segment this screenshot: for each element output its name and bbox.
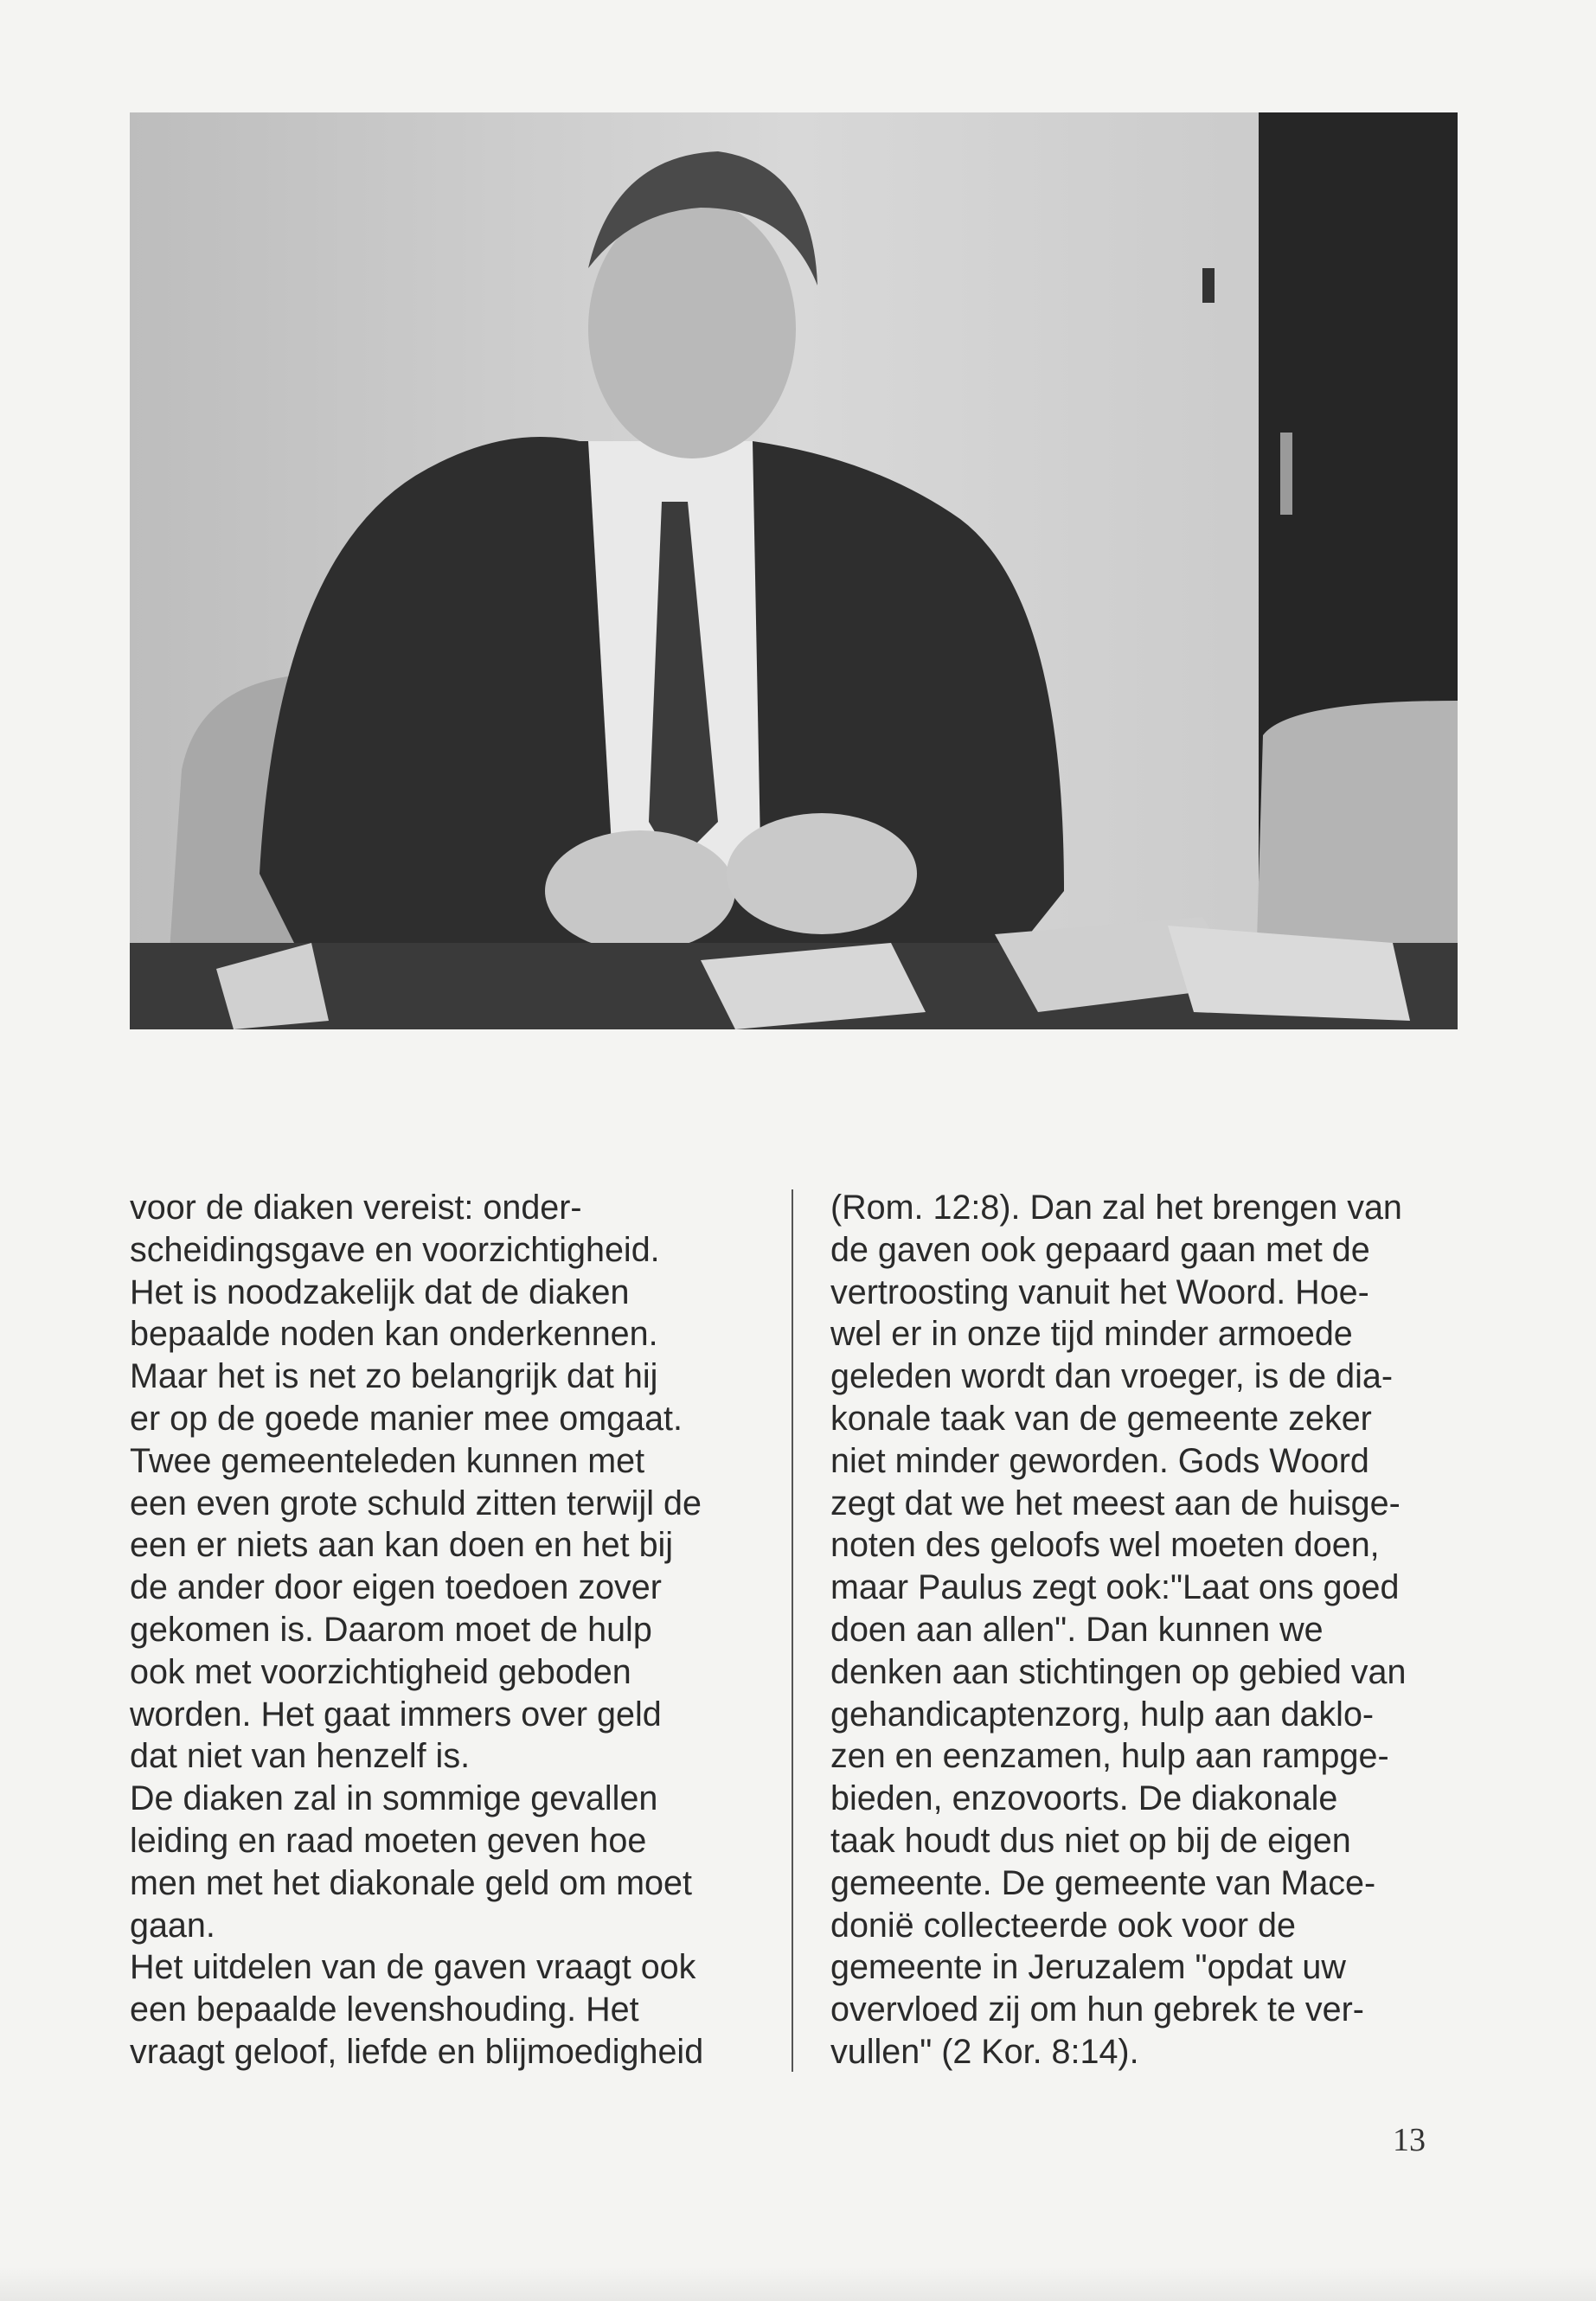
text-line: worden. Het gaat immers over geld (130, 1695, 662, 1734)
text-line: dat niet van henzelf is. (130, 1737, 471, 1776)
article-left-column (130, 1187, 753, 2073)
text-line: Het uitdelen van de gaven vraagt ook (130, 1948, 696, 1987)
text-line: een er niets aan kan doen en het bij (130, 1526, 674, 1565)
text-line: er op de goede manier mee omgaat. (130, 1399, 683, 1438)
article-right-column (830, 1187, 1453, 2073)
text-line: zegt dat we het meest aan de huisge- (830, 1484, 1401, 1522)
text-line: zen en eenzamen, hulp aan rampge- (830, 1737, 1389, 1776)
text-line: voor de diaken vereist: onder- (130, 1189, 582, 1227)
text-line: maar Paulus zegt ook:"Laat ons goed (830, 1568, 1400, 1607)
text-line: een even grote schuld zitten terwijl de (130, 1484, 702, 1522)
text-line: geleden wordt dan vroeger, is de dia- (830, 1357, 1393, 1396)
photo-deacon-counting-money (130, 112, 1458, 1029)
column-divider (792, 1189, 793, 2072)
text-line: de ander door eigen toedoen zover (130, 1568, 662, 1607)
text-line: wel er in onze tijd minder armoede (830, 1315, 1353, 1354)
text-line: Het is noodzakelijk dat de diaken (130, 1272, 630, 1311)
photo-illustration (130, 112, 1458, 1029)
page-bottom-edge (0, 2266, 1596, 2301)
text-line: konale taak van de gemeente zeker (830, 1399, 1372, 1438)
text-line: de gaven ook gepaard gaan met de (830, 1230, 1370, 1269)
text-line: vraagt geloof, liefde en blijmoedigheid (130, 2032, 704, 2071)
text-line: taak houdt dus niet op bij de eigen (830, 1821, 1351, 1860)
text-line: ook met voorzichtigheid geboden (130, 1652, 631, 1691)
text-line: gemeente in Jeruzalem "opdat uw (830, 1948, 1346, 1987)
text-line: gemeente. De gemeente van Mace- (830, 1863, 1376, 1902)
text-line: gekomen is. Daarom moet de hulp (130, 1610, 652, 1649)
text-line: vullen" (2 Kor. 8:14). (830, 2032, 1139, 2071)
text-line: bepaalde noden kan onderkennen. (130, 1315, 658, 1354)
text-line: (Rom. 12:8). Dan zal het brengen van (830, 1189, 1402, 1227)
text-line: Maar het is net zo belangrijk dat hij (130, 1357, 658, 1396)
text-line: doen aan allen". Dan kunnen we (830, 1610, 1324, 1649)
text-line: denken aan stichtingen op gebied van (830, 1652, 1407, 1691)
text-line: leiding en raad moeten geven hoe (130, 1821, 647, 1860)
page-number: 13 (1393, 2122, 1426, 2158)
text-line: De diaken zal in sommige gevallen (130, 1779, 658, 1818)
text-line: bieden, enzovoorts. De diakonale (830, 1779, 1338, 1818)
text-line: overvloed zij om hun gebrek te ver- (830, 1990, 1364, 2029)
text-line: donië collecteerde ook voor de (830, 1906, 1296, 1945)
text-line: een bepaalde levenshouding. Het (130, 1990, 639, 2029)
text-line: men met het diakonale geld om moet (130, 1863, 692, 1902)
text-line: niet minder geworden. Gods Woord (830, 1441, 1369, 1480)
text-line: vertroosting vanuit het Woord. Hoe- (830, 1272, 1369, 1311)
text-line: Twee gemeenteleden kunnen met (130, 1441, 645, 1480)
text-line: noten des geloofs wel moeten doen, (830, 1526, 1380, 1565)
text-line: gaan. (130, 1906, 215, 1945)
text-line: scheidingsgave en voorzichtigheid. (130, 1230, 660, 1269)
text-line: gehandicaptenzorg, hulp aan daklo- (830, 1695, 1375, 1734)
